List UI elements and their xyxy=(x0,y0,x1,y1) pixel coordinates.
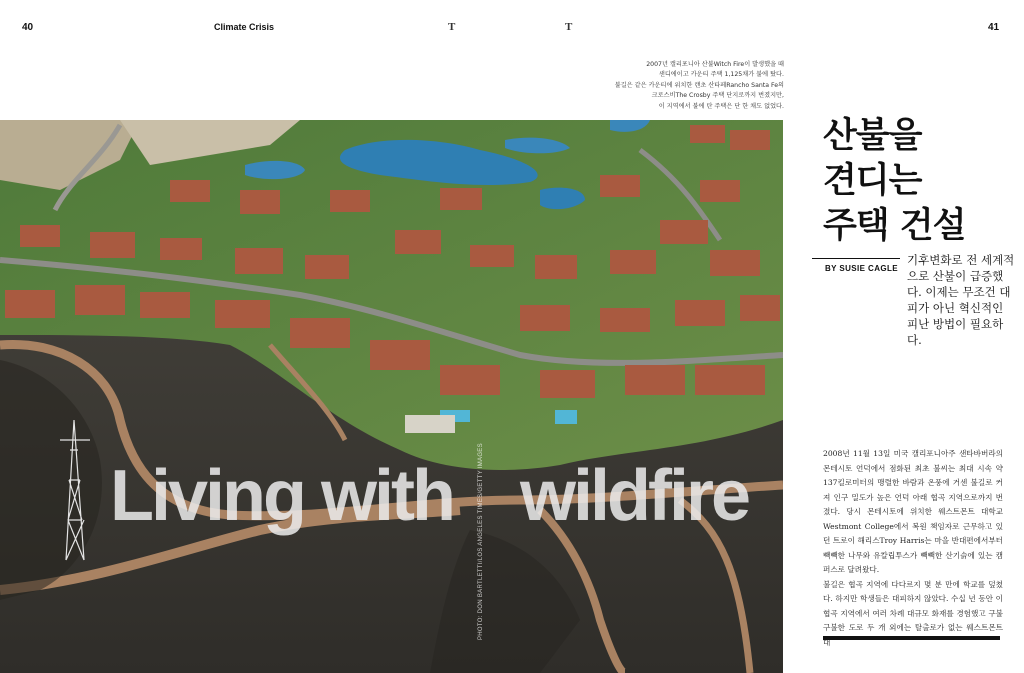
article-dek: 기후변화로 전 세계적으로 산불이 급증했다. 이제는 무조건 대피가 아닌 혁신적인 피난 방법이 필요하다. xyxy=(907,253,1015,347)
page-number-left: 40 xyxy=(22,22,34,33)
magazine-logo-mark-left: T xyxy=(448,21,456,33)
photo-credit: PHOTO: DON BARTLETTI/LOS ANGELES TIMES/GETTY IMAGES xyxy=(478,443,484,640)
headline-line: 견디는 xyxy=(823,161,922,201)
byline-divider xyxy=(812,258,900,259)
column-end-rule xyxy=(823,636,1000,640)
article-body xyxy=(823,447,1003,650)
feature-title-right: wildfire xyxy=(520,456,749,536)
caption-line: 크로스비The Crosby 주택 단지로까지 번졌지만, xyxy=(651,92,784,100)
caption-line: 이 지역에서 불에 탄 주택은 단 한 채도 없었다. xyxy=(658,102,784,110)
section-title: Climate Crisis xyxy=(214,22,275,32)
feature-title-left: Living with xyxy=(110,456,453,536)
body-paragraph: 2008년 11월 13일 미국 캘리포니아주 샌타바버라의 몬테시토 언덕에서 점화된 최초 불씨는 최대 시속 약 137킬로미터의 맹렬한 바람과 온풍에 거센 불길로 커져 인구 밀도가 높은 언덕 아래 협곡 지역으로까지 번졌다. 당시 몬테시토에 위치한 웨스트몬트 대학교Westmont College에서 복원 책임자로 근무하고 있던 트로이 해리스Troy Harris는 마을 반대편에서부터 빽빽한 나무와 유칼립투스가 빽빽한 산기슭에 있는 캠퍼스로 달려왔다. xyxy=(823,449,1003,574)
byline: BY SUSIE CAGLE xyxy=(825,264,899,273)
magazine-logo-mark-right: T xyxy=(565,21,573,33)
page-number-right: 41 xyxy=(988,22,1000,33)
headline-line: 주택 건설 xyxy=(823,206,966,246)
photo-caption xyxy=(454,60,784,112)
caption-line: 2007년 캘리포니아 산불Witch Fire이 발생했을 때 xyxy=(646,61,784,68)
body-paragraph: 불길은 협곡 지역에 다다르지 몇 분 만에 학교를 덮쳤다. 하지만 학생들은 대피하지 않았다. 수십 년 동안 이 협곡 지역에서 여러 차례 대규모 화재를 경험했고 구불구불한 도로 두 개 외에는 탈출로가 없는 웨스트몬트 대 xyxy=(823,579,1003,647)
caption-line: 불길은 같은 카운티에 위치한 랜초 산타페Rancho Santa Fe의 xyxy=(614,81,784,89)
headline-line: 산불을 xyxy=(823,116,922,156)
aerial-photo-wildfire-neighborhood xyxy=(0,120,783,673)
caption-line: 샌디에이고 카운티 주택 1,125채가 불에 탔다. xyxy=(658,71,784,79)
article-headline xyxy=(823,114,1013,249)
